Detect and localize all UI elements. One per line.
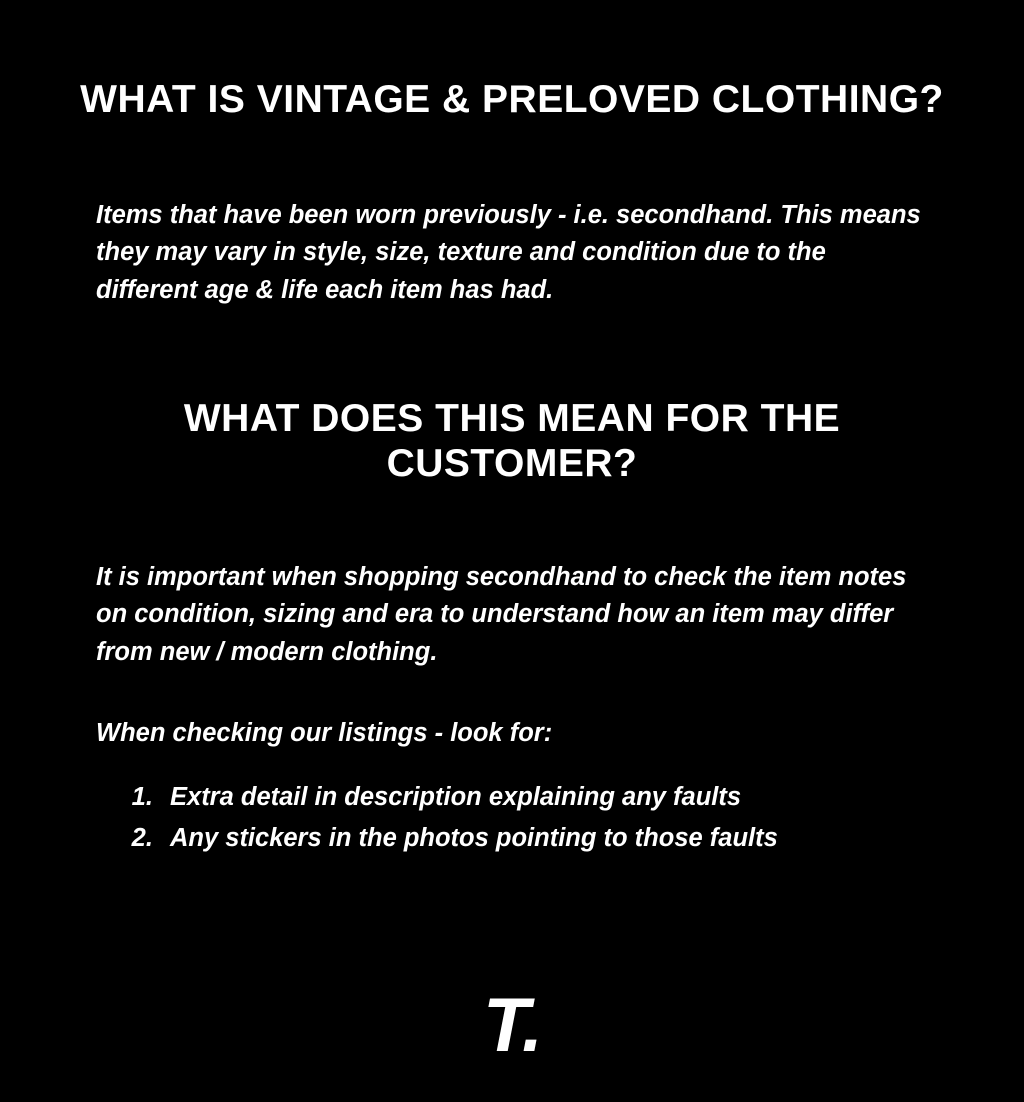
list-item: 2. Any stickers in the photos pointing to those faults <box>160 819 1024 857</box>
section-heading-customer: WHAT DOES THIS MEAN FOR THE CUSTOMER? <box>183 397 841 486</box>
list-item: 1. Extra detail in description explaining any faults <box>160 778 1024 816</box>
listings-prompt-paragraph: When checking our listings - look for: <box>96 719 553 748</box>
brand-logo <box>0 983 1024 1068</box>
customer-guidance-paragraph: It is important when shopping secondhand to check the item notes on condition, sizing and era to understand how an item may differ from new / modern clothing. <box>96 562 907 666</box>
look-for-list <box>0 778 1024 857</box>
definition-paragraph: Items that have been worn previously - i.e. secondhand. This means they may vary in style, size, texture and condition due to the different age & life each item has had. <box>96 200 921 304</box>
page-title: WHAT IS VINTAGE & PRELOVED CLOTHING? <box>80 78 944 121</box>
info-graphic-page <box>0 78 1024 1102</box>
logo-mark: T. <box>483 983 541 1068</box>
